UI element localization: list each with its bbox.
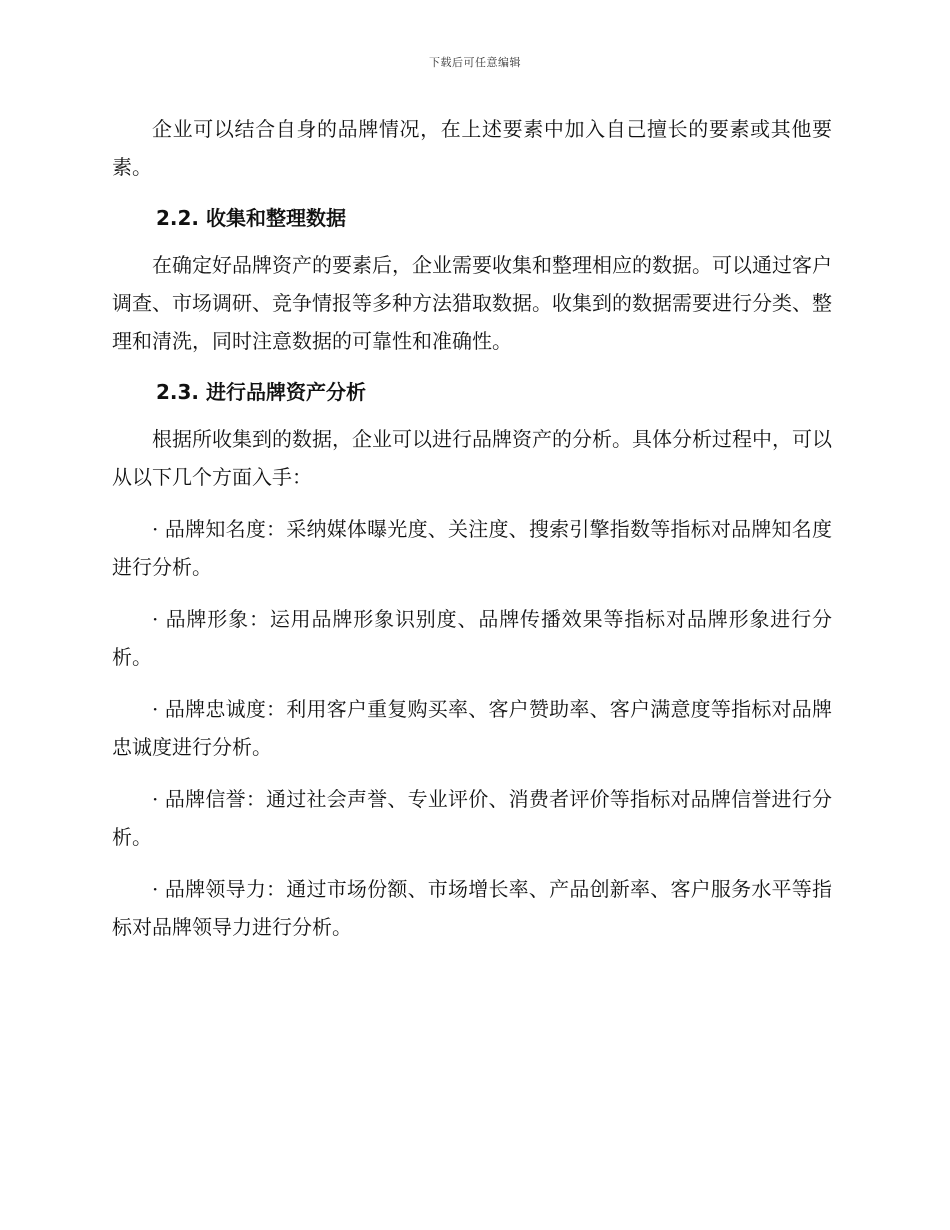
section-heading-2-2: 2.2. 收集和整理数据 — [156, 206, 346, 230]
paragraph-elements-intro: 企业可以结合自身的品牌情况，在上述要素中加入自己擅长的要素或其他要素。 — [112, 117, 832, 179]
bullet-brand-reputation: · 品牌信誉：通过社会声誉、专业评价、消费者评价等指标对品牌信誉进行分析。 — [112, 787, 832, 849]
bullet-brand-image: · 品牌形象：运用品牌形象识别度、品牌传播效果等指标对品牌形象进行分析。 — [112, 607, 832, 669]
page-header-note: 下载后可任意编辑 — [429, 56, 521, 69]
paragraph-analysis-intro: 根据所收集到的数据，企业可以进行品牌资产的分析。具体分析过程中，可以从以下几个方面入手： — [112, 427, 832, 489]
section-heading-2-3: 2.3. 进行品牌资产分析 — [156, 380, 366, 404]
bullet-brand-leadership: · 品牌领导力：通过市场份额、市场增长率、产品创新率、客户服务水平等指标对品牌领导力进行分析。 — [112, 877, 832, 939]
document-body — [112, 110, 832, 960]
bullet-brand-awareness: · 品牌知名度：采纳媒体曝光度、关注度、搜索引擎指数等指标对品牌知名度进行分析。 — [112, 517, 832, 579]
bullet-brand-loyalty: · 品牌忠诚度：利用客户重复购买率、客户赞助率、客户满意度等指标对品牌忠诚度进行分析。 — [112, 697, 832, 759]
paragraph-collect-data: 在确定好品牌资产的要素后，企业需要收集和整理相应的数据。可以通过客户调查、市场调研、竞争情报等多种方法猎取数据。收集到的数据需要进行分类、整理和清洗，同时注意数据的可靠性和准确性。 — [112, 253, 832, 353]
